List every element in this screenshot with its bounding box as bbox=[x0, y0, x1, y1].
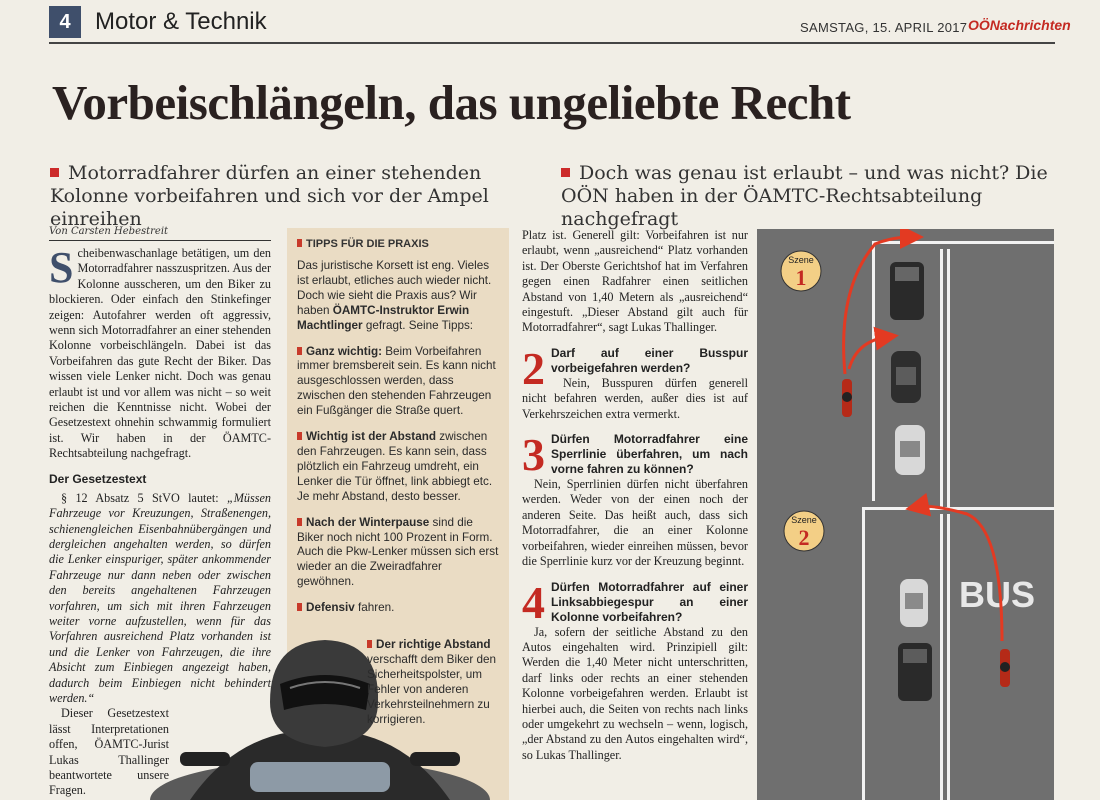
byline: Von Carsten Hebestreit bbox=[49, 226, 271, 241]
subheadline-text: Doch was genau ist erlaubt – und was nicht? Die OÖN haben in der ÖAMTC-Rechtsabteilung nachgefragt bbox=[561, 162, 1048, 230]
bullet-square-icon bbox=[367, 640, 372, 648]
newspaper-logo: OÖNachrichten bbox=[968, 17, 1071, 33]
page-number: 4 bbox=[49, 6, 81, 38]
scene2-number: 2 bbox=[798, 525, 810, 550]
tip-lead: Defensiv bbox=[306, 601, 355, 615]
section-title: Motor & Technik bbox=[95, 8, 267, 35]
question-number: 2 bbox=[522, 345, 545, 394]
question-block bbox=[522, 432, 748, 569]
stop-line bbox=[872, 241, 1054, 244]
question-title: Dürfen Motorradfahrer eine Sperrlinie überfahren, um nach vorne fahren zu können? bbox=[551, 432, 748, 477]
instructor-name: ÖAMTC-Instruktor Erwin Machtlinger bbox=[297, 303, 470, 332]
subheadline-text: Motorradfahrer dürfen an einer stehenden Kolonne vorbeifahren und sich vor der Ampel einreihen bbox=[50, 162, 489, 230]
tips-intro-text: gefragt. Seine Tipps: bbox=[362, 318, 474, 332]
question-answer: Nein, Sperrlinien dürfen nicht überfahren werden. Weder von der einen noch der anderen Seite. Das heißt auch, dass sich Motorradfahrer, die an einer Kolonne vorbeifahren, wieder einreihen müssen, bevor die Sperrlinie kurz vor der Kreuzung beginnt. bbox=[522, 477, 748, 569]
law-quote: „Müssen Fahrzeuge vor Kreuzungen, Straßenengen, schienengleichen Eisenbahnübergängen und dergleichen angehalten werden, so dürfen die Lenker einspuriger, später ankommender Fahrzeuge nur dann neben oder zwischen den bereits angehaltenen Fahrzeugen vorfahren, um sich mit ihren Fahrzeugen weiter vorne aufzustellen, wenn für das Vorfahren ausreichend Platz vorhanden ist und die Lenker von Fahrzeugen, die ihre Absicht zum Einbiegen angezeigt haben, dadurch beim Einbiegen nicht behindert werden.“ bbox=[49, 490, 271, 705]
question-answer: Nein, Busspuren dürfen generell nicht befahren werden, außer dies ist auf Verkehrszeichen extra vermerkt. bbox=[522, 375, 748, 421]
tips-intro-text: Das juristische Korsett ist eng. Vieles ist erlaubt, etliches auch wieder nicht. Doch wie sieht die Praxis aus? Wir haben bbox=[297, 259, 492, 317]
bullet-square-icon bbox=[561, 168, 570, 177]
subheadline-right bbox=[561, 162, 1061, 231]
subheadline-left bbox=[50, 162, 540, 231]
tips-intro bbox=[297, 259, 499, 334]
tip-lead: Der richtige Abstand bbox=[376, 638, 491, 651]
tips-title bbox=[297, 238, 499, 250]
tip-lead: Nach der Winterpause bbox=[306, 515, 430, 529]
question-number: 3 bbox=[522, 432, 545, 481]
tip-lead: Ganz wichtig: bbox=[306, 344, 382, 358]
tip-text: Beim Vorbeifahren immer bremsbereit sein. Es kann nicht ausgeschlossen werden, dass zwischen den stehenden Fahrzeugen ein Fußgänger die Straße quert. bbox=[297, 344, 496, 418]
question-block bbox=[522, 580, 748, 764]
tip-item bbox=[297, 601, 499, 616]
article-intro: cheibenwaschanlage betätigen, um den Motorradfahrer nasszuspritzen. Aus der Kolonne ausscheren, um den Biker zu blockieren. Oder einfach den Stinkefinger zeigen: Autofahrer werden oft aggressiv, wenn sich Motorradfahrer an einer stehenden Kolonne vorbeischlängeln. Dabei ist das Vorbeifahren das gute Recht der Biker. Das wissen viele Lenker nicht. Doch was genau erlaubt ist und vor allem was nicht – so weit reichen die Kenntnisse nicht. Wobei der Gesetzestext ohnehin schwammig formuliert ist. Wir haben in der ÖAMTC-Rechtsabteilung nachgefragt. bbox=[49, 246, 271, 461]
lane-line bbox=[940, 249, 943, 509]
tip-text: verschafft dem Biker den Sicherheitspolster, um Fehler von anderen Verkehrsteilnehmern zu korrigieren. bbox=[367, 652, 497, 726]
bullet-square-icon bbox=[297, 518, 302, 526]
lane-line bbox=[947, 249, 950, 509]
header-divider bbox=[49, 42, 1055, 44]
question-answer: Ja, sofern der seitliche Abstand zu den Autos eingehalten wird. Prinzipiell gilt: Werden die 1,40 Meter nicht unterschritten, darf links oder rechts an einer stehenden Kolonne vorbeigefahren werden. Erlaubt ist hierbei auch, die Seiten von rechts nach links oder umgekehrt zu wechseln – wenn, logisch, „der Abstand zu den Autos eingehalten wird“, so Lukas Thallinger. bbox=[522, 624, 748, 762]
drop-cap: S bbox=[49, 243, 74, 292]
bullet-square-icon bbox=[297, 432, 302, 440]
issue-date: SAMSTAG, 15. APRIL 2017 bbox=[800, 20, 968, 35]
tip-item bbox=[367, 638, 507, 727]
tips-title-text: TIPPS FÜR DIE PRAXIS bbox=[306, 238, 429, 250]
question-number: 4 bbox=[522, 579, 545, 628]
question-block bbox=[522, 346, 748, 422]
scene1-label: Szene bbox=[788, 255, 814, 265]
law-lead: § 12 Absatz 5 StVO lautet: bbox=[61, 490, 227, 505]
stop-line bbox=[862, 507, 1054, 510]
bullet-square-icon bbox=[297, 347, 302, 355]
tip-item bbox=[297, 345, 499, 420]
question-title: Dürfen Motorradfahrer auf einer Linksabbiegespur an einer Kolonne vorbeifahren? bbox=[551, 579, 748, 624]
article-column-3 bbox=[522, 228, 748, 763]
bullet-square-icon bbox=[50, 168, 59, 177]
lane-line bbox=[940, 514, 943, 800]
headline: Vorbeischlängeln, das ungeliebte Recht bbox=[52, 75, 851, 130]
tip-item bbox=[297, 430, 499, 505]
article-closing: Dieser Gesetzestext lässt Interpretationen offen, ÖAMTC-Jurist Lukas Thallinger beantwortete unsere Fragen. bbox=[49, 706, 169, 798]
tip-lead: Wichtig ist der Abstand bbox=[306, 430, 436, 444]
bullet-square-icon bbox=[297, 239, 302, 247]
question-title: Darf auf einer Busspur vorbeigefahren werden? bbox=[551, 345, 748, 375]
column-intro: Platz ist. Generell gilt: Vorbeifahren ist nur erlaubt, wenn „ausreichend“ Platz vorhanden ist. Der Oberste Gerichtshof hat im Verfahren gegen einen Radfahrer einen seitlichen Abstand von 1,40 Metern als „ausreichend“ eingestuft. „Dieser Abstand gilt auch für Motorradfahrer“, sagt Lukas Thallinger. bbox=[522, 228, 748, 335]
scene1-number: 1 bbox=[795, 265, 807, 290]
tip-text: sind die Biker noch nicht 100 Prozent in Form. Auch die Pkw-Lenker müssen sich erst wieder an die Zweiradfahrer gewöhnen. bbox=[297, 515, 499, 589]
bullet-square-icon bbox=[297, 603, 302, 611]
tip-item bbox=[297, 516, 499, 591]
traffic-diagram bbox=[757, 229, 1054, 800]
bus-lane-label: BUS bbox=[958, 574, 1036, 615]
tip-text: fahren. bbox=[354, 601, 395, 615]
law-heading: Der Gesetzestext bbox=[49, 471, 147, 486]
scene2-label: Szene bbox=[791, 515, 817, 525]
lane-line bbox=[862, 507, 865, 800]
tip-text: zwischen den Fahrzeugen. Es kann sein, dass plötzlich ein Fahrzeug umdreht, ein Lenker die Tür öffnet, link abbiegt etc. Je mehr Abstand, desto besser. bbox=[297, 430, 493, 503]
lane-line bbox=[872, 241, 875, 501]
lane-line bbox=[947, 514, 950, 800]
